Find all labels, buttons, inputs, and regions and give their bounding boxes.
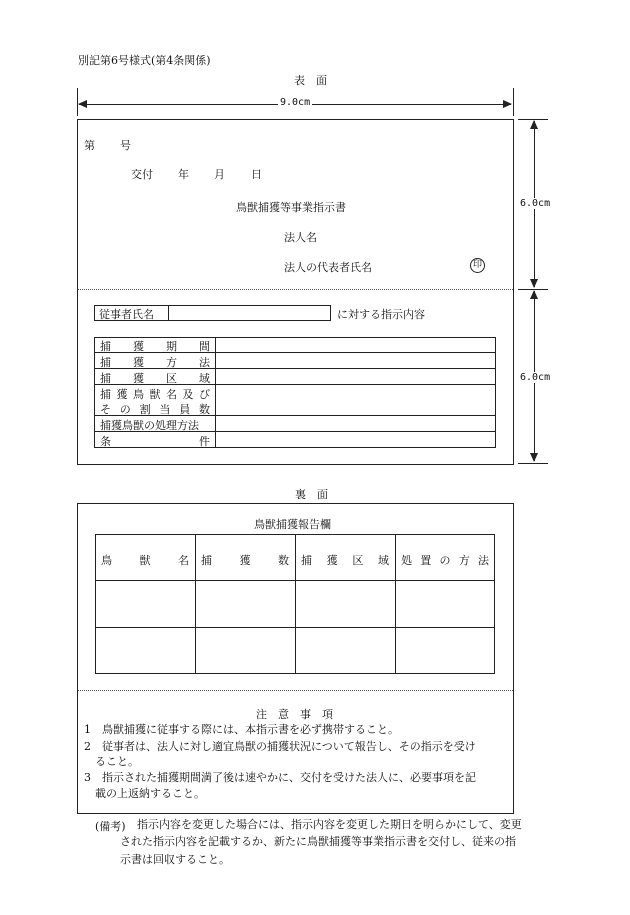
row-capture-area: 捕 獲 区 域: [100, 372, 210, 385]
note-line: 2 従事者は、法人に対し適宜鳥獣の捕獲状況について報告し、その指示を受け: [84, 740, 476, 753]
fold-line: [78, 289, 513, 290]
note-line: 載の上返納すること。: [84, 787, 205, 800]
row-species-line2: そ の 割 当 員 数: [100, 403, 210, 416]
arrow-left-icon: [78, 100, 87, 108]
col-capture-count: 捕 獲 数: [201, 554, 289, 567]
document-title: 鳥獣捕獲等事業指示書: [236, 201, 346, 214]
number-go: 号: [120, 139, 131, 152]
note-line: ること。: [84, 755, 139, 768]
top-height-label: 6.0cm: [520, 198, 551, 209]
col-capture-area: 捕 獲 区 域: [301, 554, 389, 567]
worker-suffix: に対する指示内容: [337, 308, 425, 321]
col-species-name: 鳥 獣 名: [101, 554, 189, 567]
arrow-up-icon: [530, 290, 538, 299]
notes-title: 注 意 事 項: [256, 708, 333, 721]
note-line: 3 指示された捕獲期間満了後は速やかに、交付を受けた法人に、必要事項を記: [84, 771, 476, 784]
front-label: 表 面: [294, 74, 327, 87]
number-dai: 第: [84, 139, 95, 152]
remarks-line: された指示内容を記載するか、新たに鳥獣捕獲等事業指示書を交付し、従来の指: [120, 835, 516, 848]
arrow-right-icon: [503, 100, 512, 108]
remarks-line: 指示内容を変更した場合には、指示内容を変更した期日を明らかにして、変更: [137, 818, 522, 831]
worker-name-label: 従事者氏名: [99, 308, 154, 321]
width-label: 9.0cm: [280, 97, 311, 108]
remarks-label: (備考): [95, 820, 126, 833]
bottom-height-label: 6.0cm: [520, 372, 551, 383]
seal-icon: 印: [470, 258, 485, 273]
arrow-down-icon: [530, 453, 538, 462]
representative-name-label: 法人の代表者氏名: [284, 261, 372, 274]
note-line: 1 鳥獣捕獲に従事する際には、本指示書を必ず携帯すること。: [84, 723, 399, 736]
arrow-down-icon: [530, 279, 538, 288]
remarks-line: 示書は回収すること。: [120, 853, 230, 866]
arrow-up-icon: [530, 120, 538, 129]
report-title: 鳥獣捕獲報告欄: [254, 518, 331, 531]
row-capture-period: 捕 獲 期 間: [100, 340, 210, 353]
row-capture-method: 捕 獲 方 法: [100, 356, 210, 369]
form-title: 別記第6号様式(第4条関係): [78, 54, 211, 67]
col-disposal-method: 処 置 の 方 法: [401, 554, 489, 567]
row-disposal-method: 捕獲鳥獣の処理方法: [100, 419, 199, 432]
row-species-line1: 捕 獲 鳥 獣 名 及 び: [100, 388, 210, 401]
row-conditions: 条 件: [100, 435, 210, 448]
back-label: 裏 面: [295, 488, 328, 501]
corp-name-label: 法人名: [284, 231, 317, 244]
back-fold-line: [78, 690, 513, 691]
